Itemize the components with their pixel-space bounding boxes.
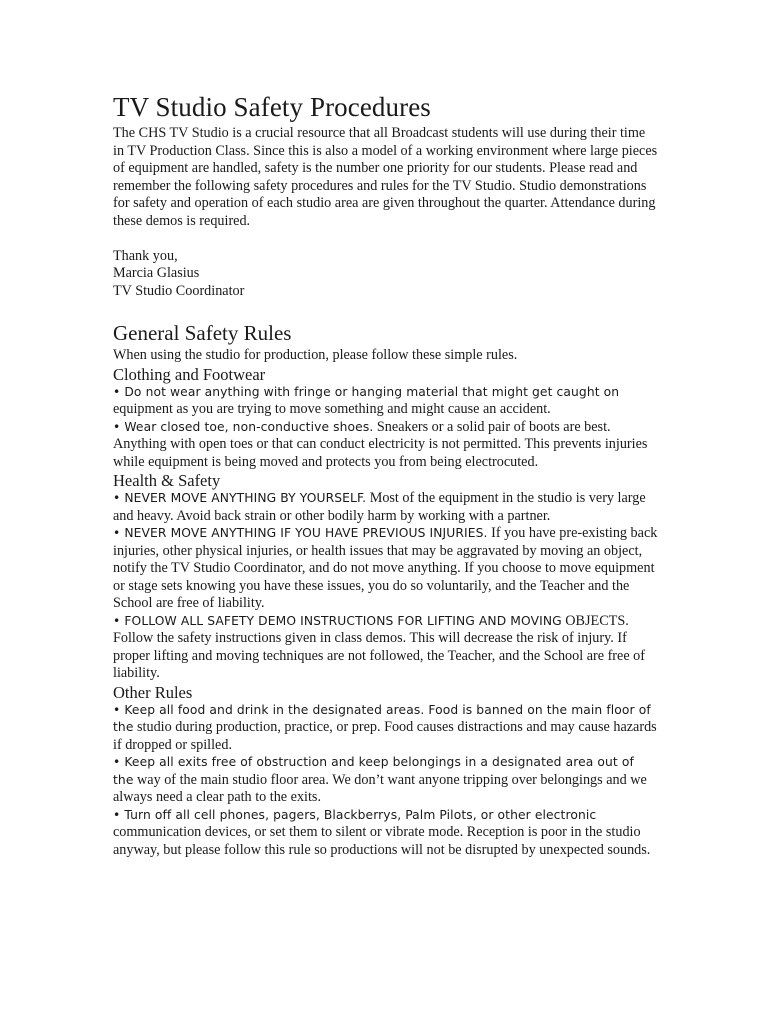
rule-item: [113, 754, 658, 807]
rule-text: If you have pre-existing back injuries, other physical injuries, or health issues that may be aggravated by moving an object, notify the TV Studio Coordinator, and do not move anything. If you choose to move equipment or stage sets knowing you have these issues, you do so voluntarily, and the Teacher and the School are free of liability.: [113, 525, 658, 611]
spacer: [113, 230, 658, 248]
rule-text: Sneakers or a solid pair of boots are best. Anything with open toes or that can conduct electricity is not permitted. This prevents injuries while equipment is being moved and protects you from being electrocuted.: [113, 418, 648, 470]
rule-lead: • Turn off all cell phones, pagers, Blackberrys, Palm Pilots, or other electronic: [113, 807, 597, 822]
rule-lead: • NEVER MOVE ANYTHING IF YOU HAVE PREVIOUS INJURIES.: [113, 526, 488, 540]
signoff-closing: Thank you,: [113, 247, 178, 264]
rule-lead: • Keep all food and drink in the designated areas. Food is banned on the main floor of the: [113, 702, 651, 734]
rule-text: communication devices, or set them to silent or vibrate mode. Reception is poor in the studio anyway, but please follow this rule so productions will not be disrupted by unexpected sounds.: [113, 824, 651, 858]
rule-text: equipment as you are trying to move something and might cause an accident.: [113, 401, 551, 417]
section-heading-clothing: Clothing and Footwear: [113, 364, 266, 384]
rule-text: Most of the equipment in the studio is very large and heavy. Avoid back strain or other bodily harm by working with a partner.: [113, 490, 646, 524]
signoff-role: TV Studio Coordinator: [113, 282, 245, 299]
rule-lead: • Wear closed toe, non-conductive shoes.: [113, 419, 374, 434]
rule-item: [113, 419, 658, 472]
rule-item: [113, 702, 658, 755]
signoff-name: Marcia Glasius: [113, 265, 200, 281]
rule-lead: • NEVER MOVE ANYTHING BY YOURSELF.: [113, 491, 367, 505]
section-heading-health: Health & Safety: [113, 471, 221, 490]
rule-item: [113, 613, 658, 683]
rule-item: [113, 490, 658, 525]
rule-text: OBJECTS. Follow the safety instructions given in class demos. This will decrease the risk of injury. If proper lifting and moving techniques are not followed, the Teacher, and the School are free of liability.: [113, 612, 645, 681]
rule-lead: • Keep all exits free of obstruction and keep belongings in a designated area out of the: [113, 755, 634, 787]
document-page: [113, 90, 658, 859]
rule-text: studio during production, practice, or prep. Food causes distractions and may cause hazards if dropped or spilled.: [113, 719, 657, 753]
document-title: TV Studio Safety Procedures: [113, 92, 431, 122]
intro-paragraph: The CHS TV Studio is a crucial resource that all Broadcast students will use during their time in TV Production Class. Since this is also a model of a working environment where large pieces of equipment are handled, safety is the number one priority for our students. Please read and remember the following safety procedures and rules for the TV Studio. Studio demonstrations for safety and operation of each studio area are given throughout the quarter. Attendance during these demos is required.: [113, 125, 658, 229]
rule-lead: • Do not wear anything with fringe or hanging material that might get caught on: [113, 384, 620, 399]
rule-text: way of the main studio floor area. We don’t want anyone tripping over belongings and we always need a clear path to the exits.: [113, 771, 647, 805]
general-rules-intro: When using the studio for production, please follow these simple rules.: [113, 347, 518, 363]
section-heading-other: Other Rules: [113, 682, 193, 702]
rule-lead: • FOLLOW ALL SAFETY DEMO INSTRUCTIONS FOR LIFTING AND MOVING: [113, 613, 562, 628]
rule-item: [113, 525, 658, 613]
rule-item: [113, 384, 658, 419]
rule-item: [113, 807, 658, 860]
general-rules-heading: General Safety Rules: [113, 321, 292, 345]
